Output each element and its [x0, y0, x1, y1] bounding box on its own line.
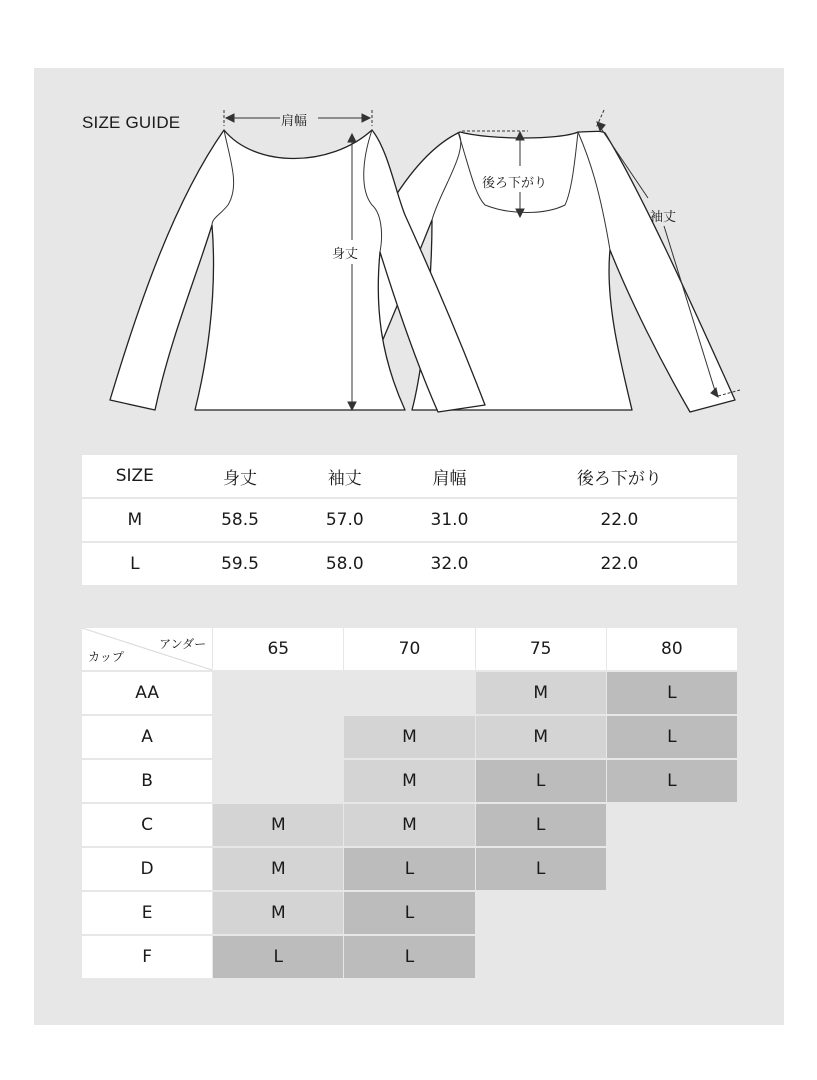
under-header: 65: [213, 628, 344, 672]
table-row: [82, 499, 737, 541]
fit-cell: M: [476, 672, 607, 716]
label-sleeve: 袖丈: [650, 210, 677, 225]
garment-diagram: [0, 0, 817, 440]
fit-cell: M: [344, 760, 475, 804]
header-cell: 袖丈: [292, 455, 397, 497]
fit-cell: [476, 936, 607, 980]
size-table: [82, 455, 737, 585]
cup-cell: D: [82, 848, 213, 892]
size-cell: M: [82, 499, 188, 541]
fit-cell: [607, 848, 737, 892]
under-label: アンダー: [159, 637, 207, 651]
cup-label: カップ: [88, 650, 124, 664]
fit-cell: [476, 892, 607, 936]
under-header: 75: [476, 628, 607, 672]
fit-cell: [213, 760, 344, 804]
table-row: [82, 716, 737, 760]
cup-cell: A: [82, 716, 213, 760]
value-cell: 22.0: [502, 543, 737, 585]
fit-cell: M: [213, 804, 344, 848]
cup-size-table: [82, 628, 737, 980]
cup-table-header: [82, 628, 737, 672]
label-shoulder: 肩幅: [281, 114, 308, 129]
fit-cell: [213, 716, 344, 760]
value-cell: 57.0: [292, 499, 397, 541]
fit-cell: L: [344, 892, 475, 936]
fit-cell: [607, 892, 737, 936]
label-back-drop: 後ろ下がり: [482, 176, 548, 191]
value-cell: 32.0: [397, 543, 502, 585]
under-header: 70: [344, 628, 475, 672]
fit-cell: L: [607, 760, 737, 804]
cup-cell: B: [82, 760, 213, 804]
corner-cell: [82, 628, 213, 672]
value-cell: 22.0: [502, 499, 737, 541]
table-row: [82, 804, 737, 848]
size-cell: L: [82, 543, 188, 585]
fit-cell: L: [476, 848, 607, 892]
fit-cell: [607, 804, 737, 848]
fit-cell: L: [344, 936, 475, 980]
size-table-header: [82, 455, 737, 497]
table-row: [82, 543, 737, 585]
cup-cell: AA: [82, 672, 213, 716]
under-header: 80: [607, 628, 737, 672]
fit-cell: [607, 936, 737, 980]
fit-cell: M: [476, 716, 607, 760]
label-length: 身丈: [332, 247, 359, 262]
fit-cell: L: [607, 672, 737, 716]
header-cell: 後ろ下がり: [502, 455, 737, 497]
fit-cell: M: [213, 892, 344, 936]
cup-cell: E: [82, 892, 213, 936]
header-cell: 身丈: [188, 455, 293, 497]
table-row: [82, 936, 737, 980]
value-cell: 31.0: [397, 499, 502, 541]
page-title: SIZE GUIDE: [82, 113, 181, 132]
table-row: [82, 892, 737, 936]
header-cell: 肩幅: [397, 455, 502, 497]
value-cell: 58.0: [292, 543, 397, 585]
fit-cell: L: [476, 804, 607, 848]
value-cell: 59.5: [188, 543, 293, 585]
header-cell: SIZE: [82, 455, 188, 497]
fit-cell: M: [344, 804, 475, 848]
cup-cell: F: [82, 936, 213, 980]
cup-cell: C: [82, 804, 213, 848]
fit-cell: [213, 672, 344, 716]
table-row: [82, 760, 737, 804]
fit-cell: M: [344, 716, 475, 760]
fit-cell: L: [344, 848, 475, 892]
fit-cell: L: [607, 716, 737, 760]
table-row: [82, 672, 737, 716]
value-cell: 58.5: [188, 499, 293, 541]
table-row: [82, 848, 737, 892]
fit-cell: [344, 672, 475, 716]
fit-cell: M: [213, 848, 344, 892]
fit-cell: L: [476, 760, 607, 804]
fit-cell: L: [213, 936, 344, 980]
